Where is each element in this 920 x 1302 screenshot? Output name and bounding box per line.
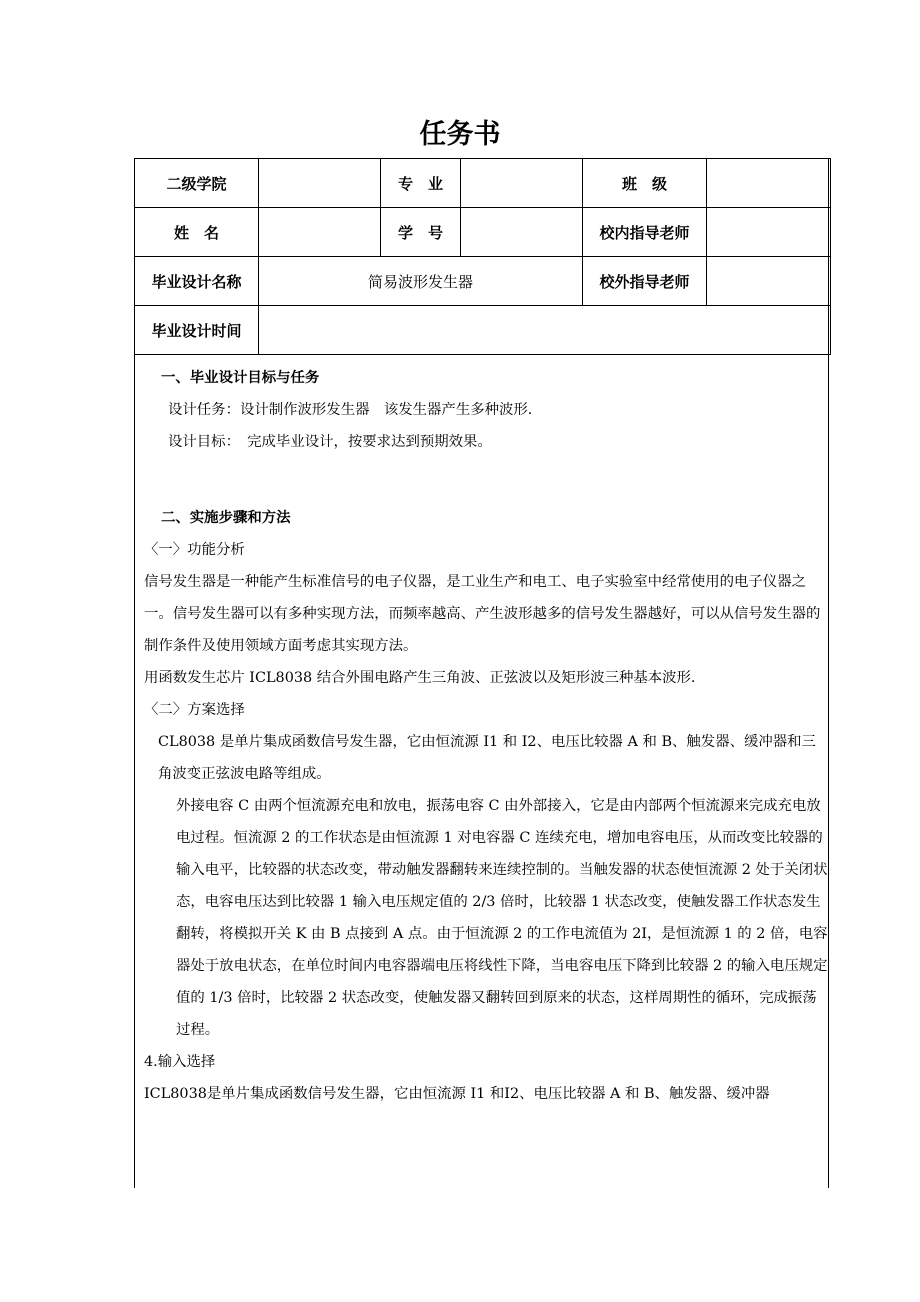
paragraph: ICL8038是单片集成函数信号发生器，它由恒流源 I1 和I2、电压比较器 A 和 B、触发器、缓冲器 [144, 1086, 770, 1102]
info-table [134, 158, 831, 355]
table-row [135, 159, 831, 208]
paragraph: 外接电容 C 由两个恒流源充电和放电，振荡电容 C 由外部接入，它是由内部两个恒流源来完成充电放电过程。恒流源 2 的工作状态是由恒流源 1 对电容器 C 连续充电，增加电容电压，从而改变比较器的输入电平，比较器的状态改变，带动触发器翻转来连续控制的。当触发器的状态使恒流源 2 处于关闭状态，电容电压达到比较器 1 输入电压规定值的 2/3 倍时，比较器 1 状态改变，使触发器工作状态发生翻转，将模拟开关 K 由 B 点接到 A 点。由于恒流源 2 的工作电流值为 2I，是恒流源 1 的 2 倍，电容器处于放电状态，在单位时间内电容器端电压将线性下降，当电容电压下降到比较器 2 的输入电压规定值的 1/3 倍时，比较器 2 状态改变，使触发器又翻转回到原来的状态，这样周期性的循环，完成振荡过程。 [176, 798, 828, 1038]
project-time-value[interactable] [259, 306, 831, 355]
class-label: 班 级 [583, 159, 707, 208]
major-value[interactable] [461, 159, 583, 208]
name-label: 姓 名 [135, 208, 259, 257]
paragraph: 信号发生器是一种能产生标准信号的电子仪器，是工业生产和电工、电子实验室中经常使用的电子仪器之一。信号发生器可以有多种实现方法，而频率越高、产生波形越多的信号发生器越好，可以从信号发生器的制作条件及使用领域方面考虑其实现方法。 [144, 574, 821, 654]
project-time-label: 毕业设计时间 [135, 306, 259, 355]
section-heading: 二、实施步骤和方法 [161, 510, 291, 526]
internal-advisor-label: 校内指导老师 [583, 208, 707, 257]
design-task-text: 设计任务：设计制作波形发生器 该发生器产生多种波形. [168, 402, 533, 418]
section-heading: 一、毕业设计目标与任务 [161, 370, 320, 386]
class-value[interactable] [707, 159, 831, 208]
external-advisor-label: 校外指导老师 [583, 257, 707, 306]
design-goal-text: 设计目标： 完成毕业设计，按要求达到预期效果。 [168, 434, 492, 450]
document-title: 任务书 [419, 119, 501, 150]
task-content [144, 362, 828, 1110]
table-row [135, 306, 831, 355]
college-label: 二级学院 [135, 159, 259, 208]
table-row [135, 208, 831, 257]
subsection-heading: 〈一〉功能分析 [144, 542, 245, 558]
name-value[interactable] [259, 208, 381, 257]
paragraph: CL8038 是单片集成函数信号发生器，它由恒流源 I1 和 I2、电压比较器 A 和 B、触发器、缓冲器和三角波变正弦波电路等组成。 [158, 734, 816, 782]
major-label: 专 业 [381, 159, 461, 208]
college-value[interactable] [259, 159, 381, 208]
student-id-value[interactable] [461, 208, 583, 257]
subsection-heading: 〈二〉方案选择 [144, 702, 245, 718]
subsection-heading: 4.输入选择 [144, 1054, 216, 1070]
project-name-value[interactable]: 简易波形发生器 [259, 257, 583, 306]
table-row [135, 257, 831, 306]
spacer [144, 458, 828, 502]
student-id-label: 学 号 [381, 208, 461, 257]
internal-advisor-value[interactable] [707, 208, 831, 257]
paragraph: 用函数发生芯片 ICL8038 结合外围电路产生三角波、正弦波以及矩形波三种基本波形. [144, 670, 696, 686]
project-name-label: 毕业设计名称 [135, 257, 259, 306]
external-advisor-value[interactable] [707, 257, 831, 306]
